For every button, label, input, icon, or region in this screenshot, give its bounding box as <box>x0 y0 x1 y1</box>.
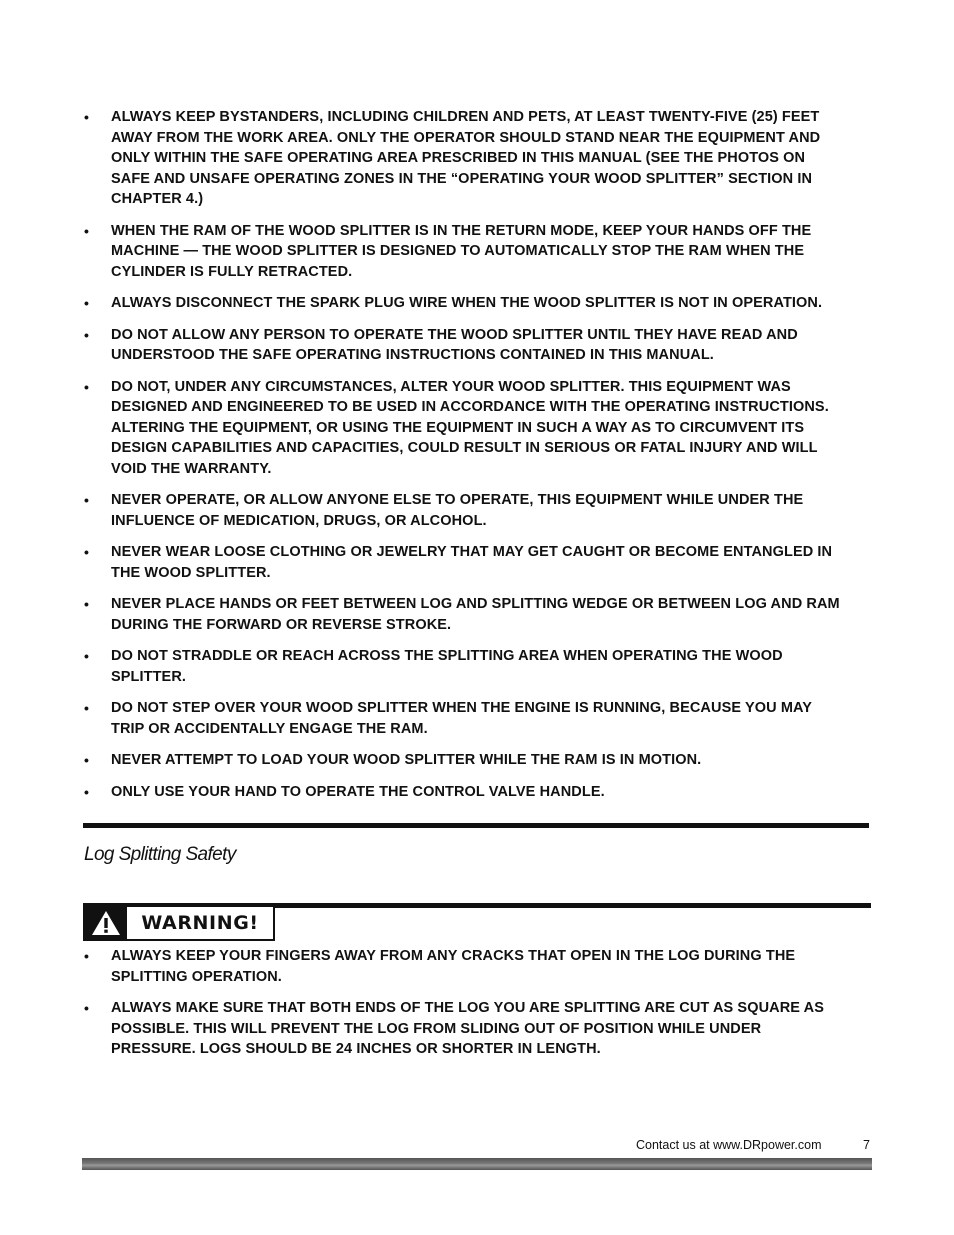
list-item: • NEVER WEAR LOOSE CLOTHING OR JEWELRY THAT MAY GET CAUGHT OR BECOME ENTANGLED IN THE WOOD SPLITTER. <box>84 544 833 581</box>
bullet-icon: • <box>84 752 90 768</box>
list-item: • NEVER PLACE HANDS OR FEET BETWEEN LOG AND SPLITTING WEDGE OR BETWEEN LOG AND RAM DURING THE FORWARD OR REVERSE STROKE. <box>84 596 840 633</box>
bullet-icon: • <box>84 700 90 716</box>
bullet-icon: • <box>84 783 90 800</box>
list-item: • DO NOT ALLOW ANY PERSON TO OPERATE THE WOOD SPLITTER UNTIL THEY HAVE READ AND UNDERSTOOD THE SAFE OPERATING INSTRUCTIONS CONTAINED IN THIS MANUAL. <box>84 326 798 363</box>
bullet-icon: • <box>84 596 90 612</box>
warning-badge <box>83 905 275 941</box>
bullet-icon: • <box>84 378 90 395</box>
list-item: • DO NOT STRADDLE OR REACH ACROSS THE SPLITTING AREA WHEN OPERATING THE WOOD SPLITTER. <box>84 648 783 685</box>
section-divider <box>83 823 869 828</box>
bullet-icon: • <box>84 326 90 343</box>
bullet-icon: • <box>84 295 90 311</box>
list-item: • NEVER OPERATE, OR ALLOW ANYONE ELSE TO OPERATE, THIS EQUIPMENT WHILE UNDER THE INFLUENCE OF MEDICATION, DRUGS, OR ALCOHOL. <box>84 492 804 529</box>
page-footer <box>600 1138 870 1152</box>
bullet-icon: • <box>84 544 90 560</box>
section-title: Log Splitting Safety <box>84 844 236 865</box>
bullet-icon: • <box>84 1000 90 1016</box>
bullet-icon: • <box>84 648 90 664</box>
warning-label: WARNING! <box>141 912 259 934</box>
safety-list-general <box>84 107 844 813</box>
list-item: • ONLY USE YOUR HAND TO OPERATE THE CONTROL VALVE HANDLE. <box>84 782 844 803</box>
list-item: • ALWAYS KEEP YOUR FINGERS AWAY FROM ANY CRACKS THAT OPEN IN THE LOG DURING THE SPLITTING OPERATION. <box>84 948 796 985</box>
footer-contact: Contact us at www.DRpower.com <box>636 1138 822 1152</box>
footer-bar <box>82 1158 872 1170</box>
bullet-icon: • <box>84 948 90 964</box>
bullet-icon: • <box>84 492 90 508</box>
list-item: • DO NOT, UNDER ANY CIRCUMSTANCES, ALTER YOUR WOOD SPLITTER. THIS EQUIPMENT WAS DESIGNED AND ENGINEERED TO BE USED IN ACCORDANCE WITH THE OPERATING INSTRUCTIONS. ALTERING THE EQUIPMENT, OR USING THE EQUIPMENT IN SUCH A WAY AS TO CIRCUMVENT ITS DESIGN CAPABILITIES AND CAPACITIES, COULD RESULT IN SERIOUS OR FATAL INJURY AND WILL VOID THE WARRANTY. <box>84 378 829 477</box>
list-item: • DO NOT STEP OVER YOUR WOOD SPLITTER WHEN THE ENGINE IS RUNNING, BECAUSE YOU MAY TRIP OR ACCIDENTALLY ENGAGE THE RAM. <box>84 700 812 737</box>
warning-triangle-icon <box>85 907 127 939</box>
list-item: • ALWAYS MAKE SURE THAT BOTH ENDS OF THE LOG YOU ARE SPLITTING ARE CUT AS SQUARE AS POSSIBLE. THIS WILL PREVENT THE LOG FROM SLIDING OUT OF POSITION WHILE UNDER PRESSURE. LOGS SHOULD BE 24 INCHES OR SHORTER IN LENGTH. <box>84 1000 825 1057</box>
list-item: • ALWAYS DISCONNECT THE SPARK PLUG WIRE WHEN THE WOOD SPLITTER IS NOT IN OPERATION. <box>84 293 844 314</box>
list-item: • ALWAYS KEEP BYSTANDERS, INCLUDING CHILDREN AND PETS, AT LEAST TWENTY-FIVE (25) FEET AWAY FROM THE WORK AREA. ONLY THE OPERATOR SHOULD STAND NEAR THE EQUIPMENT AND ONLY WITHIN THE SAFE OPERATING AREA PRESCRIBED IN THIS MANUAL (SEE THE PHOTOS ON SAFE AND UNSAFE OPERATING ZONES IN THE “OPERATING YOUR WOOD SPLITTER” SECTION IN CHAPTER 4.) <box>84 109 821 207</box>
list-item: • NEVER ATTEMPT TO LOAD YOUR WOOD SPLITTER WHILE THE RAM IS IN MOTION. <box>84 750 844 771</box>
page-number: 7 <box>863 1138 870 1152</box>
list-item: • WHEN THE RAM OF THE WOOD SPLITTER IS IN THE RETURN MODE, KEEP YOUR HANDS OFF THE MACHINE — THE WOOD SPLITTER IS DESIGNED TO AUTOMATICALLY STOP THE RAM WHEN THE CYLINDER IS FULLY RETRACTED. <box>84 222 812 280</box>
bullet-icon: • <box>84 222 90 239</box>
safety-list-log-splitting <box>84 946 844 1071</box>
bullet-icon: • <box>84 109 90 125</box>
